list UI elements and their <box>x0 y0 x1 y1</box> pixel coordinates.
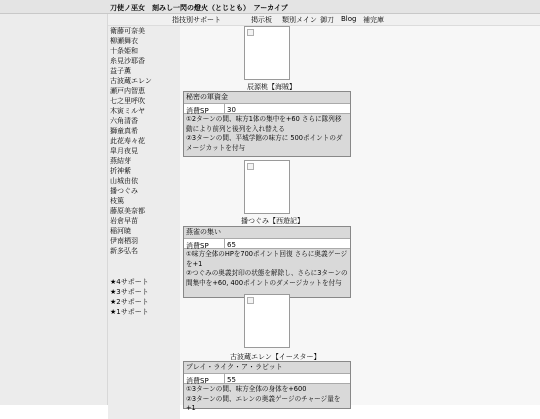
character-link[interactable]: 枝篤 <box>110 197 124 205</box>
skill-description: ①2ターンの間、味方1体の集中を+60 さらに隊列移動により前列と後列を入れ替える ②3ターンの間、平城学館の味方に 500ポイントのダメージカットを付与 <box>184 114 350 156</box>
character-caption[interactable]: 辰源桃【海賊】 <box>247 83 296 91</box>
character-link[interactable]: 益子薫 <box>110 67 131 75</box>
character-link[interactable]: 衛藤可奈美 <box>110 27 145 35</box>
site-header <box>0 0 540 14</box>
character-link[interactable]: 木寅ミルヤ <box>110 107 145 115</box>
sp-row <box>184 373 350 384</box>
character-link[interactable]: 燕結芽 <box>110 157 131 165</box>
character-link[interactable]: 皐月夜見 <box>110 147 138 155</box>
character-link[interactable]: 糸見沙耶香 <box>110 57 145 65</box>
character-link[interactable]: 此花寿々花 <box>110 137 145 145</box>
character-image <box>244 26 290 80</box>
nav-board[interactable]: 掲示板 <box>251 16 272 24</box>
broken-image-icon <box>247 163 254 170</box>
character-link[interactable]: 瀬戸内智恵 <box>110 87 145 95</box>
character-image <box>244 160 290 214</box>
support-link-4[interactable]: ★4サポート <box>110 278 149 286</box>
character-image <box>244 294 290 348</box>
sp-value: 55 <box>227 376 236 384</box>
skill-title: プレイ・ライク・ア・ラビット <box>184 362 350 373</box>
nav-category-main[interactable]: 類別メイン <box>282 16 317 24</box>
broken-image-icon <box>247 297 254 304</box>
character-link[interactable]: 新多弘名 <box>110 247 138 255</box>
character-link[interactable]: 折神紫 <box>110 167 131 175</box>
skill-card <box>183 226 351 298</box>
character-link[interactable]: 十条姫和 <box>110 47 138 55</box>
character-link[interactable]: 岩倉早苗 <box>110 217 138 225</box>
character-link[interactable]: 播つぐみ <box>110 187 138 195</box>
character-link[interactable]: 六角清香 <box>110 117 138 125</box>
nav-blog[interactable]: Blog <box>341 15 357 23</box>
sp-value: 30 <box>227 106 236 114</box>
support-link-1[interactable]: ★1サポート <box>110 308 149 316</box>
left-margin <box>0 14 108 405</box>
character-link[interactable]: 稲河暁 <box>110 227 131 235</box>
nav-archive-store[interactable]: 補完庫 <box>363 16 384 24</box>
nav-mitachi[interactable]: 御刀 <box>320 16 334 24</box>
character-link[interactable]: 山城由依 <box>110 177 138 185</box>
sp-label: 消費SP <box>186 377 209 385</box>
skill-description: ①味方全体のHPを700ポイント回復 さらに奥義ゲージを+1 ②つぐみの奥義封印の状態を解除し、さらに3ターンの間集中を+60, 400ポイントのダメージカットを付与 <box>184 249 350 297</box>
skill-card <box>183 361 351 413</box>
skill-title: 秘密の軍資金 <box>184 92 350 103</box>
skill-card <box>183 91 351 157</box>
character-link[interactable]: 柳瀬舞衣 <box>110 37 138 45</box>
sp-label: 消費SP <box>186 107 209 115</box>
divider <box>224 374 225 384</box>
site-title[interactable]: 刀使ノ巫女 刻みし一閃の燈火（とじとも） アーカイブ <box>110 4 288 12</box>
nav-support-by-skill[interactable]: 指技別サポート <box>172 16 221 24</box>
character-link[interactable]: 獅童真希 <box>110 127 138 135</box>
support-link-3[interactable]: ★3サポート <box>110 288 149 296</box>
sp-value: 65 <box>227 241 236 249</box>
character-link[interactable]: 伊南栖羽 <box>110 237 138 245</box>
character-caption[interactable]: 古波蔵エレン【イースター】 <box>230 353 321 361</box>
sp-row <box>184 238 350 249</box>
skill-title: 燕雀の集い <box>184 227 350 238</box>
character-link[interactable]: 古波蔵エレン <box>110 77 152 85</box>
main-content <box>180 26 540 413</box>
sp-label: 消費SP <box>186 242 209 250</box>
skill-description: ①3ターンの間、味方全体の身体を+600 ②3ターンの間、エレンの奥義ゲージのチャージ量を+1 <box>184 384 350 408</box>
support-link-2[interactable]: ★2サポート <box>110 298 149 306</box>
sp-row <box>184 103 350 114</box>
divider <box>224 239 225 249</box>
character-link[interactable]: 七之里呼吹 <box>110 97 145 105</box>
sub-navigation <box>108 14 540 26</box>
divider <box>224 104 225 114</box>
broken-image-icon <box>247 29 254 36</box>
character-caption[interactable]: 播つぐみ【西遊記】 <box>241 217 304 225</box>
character-link[interactable]: 藤原美奈都 <box>110 207 145 215</box>
